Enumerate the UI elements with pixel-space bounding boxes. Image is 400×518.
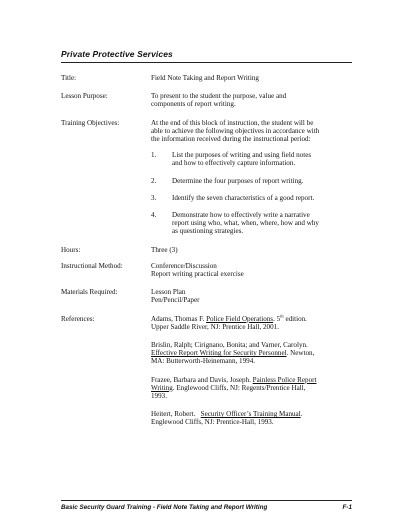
- reference-book-title: Police Field Operations: [206, 314, 274, 323]
- method-row: [61, 262, 352, 278]
- objective-line: Identify the seven characteristics of a good report.: [172, 193, 315, 202]
- references-row: [61, 315, 352, 427]
- materials-line: Pen/Pencil/Paper: [151, 296, 200, 305]
- objectives-row: [61, 119, 352, 236]
- method-line: Report writing practical exercise: [151, 270, 244, 279]
- objective-number: 2.: [151, 176, 157, 185]
- reference-item: [151, 376, 352, 401]
- reference-text: . Englewood Cliffs, NJ: Regents/Prentice Hall,: [172, 383, 306, 392]
- references-label: References:: [61, 314, 95, 323]
- reference-superscript: th: [280, 313, 284, 319]
- purpose-label: Lesson Purpose:: [61, 92, 108, 101]
- page-header-title: Private Protective Services: [61, 49, 173, 59]
- reference-text: .: [300, 410, 303, 419]
- objectives-intro-line: the information received during the instructional period:: [151, 135, 311, 144]
- footer-title: Basic Security Guard Training - Field Note Taking and Report Writing: [61, 504, 268, 511]
- objective-number: 4.: [151, 211, 157, 220]
- materials-label: Materials Required:: [61, 288, 118, 297]
- objective-number: 3.: [151, 193, 157, 202]
- reference-item: [151, 341, 352, 366]
- reference-text: edition.: [283, 314, 307, 323]
- objective-line: List the purposes of writing and using field notes: [172, 151, 312, 160]
- hours-value: Three (3): [151, 245, 178, 254]
- objectives-label: Training Objectives:: [61, 118, 120, 127]
- footer-rule: [61, 500, 352, 501]
- title-label: Title:: [61, 74, 77, 82]
- reference-line: MA: Butterworth-Heinemann, 1994.: [151, 357, 256, 366]
- page-number: F-1: [342, 504, 352, 511]
- reference-line: 1993.: [151, 392, 167, 401]
- hours-row: [61, 246, 352, 254]
- reference-text: . Newton,: [286, 349, 315, 358]
- objective-line: Determine the four purposes of report writing.: [172, 176, 304, 185]
- objective-item: [151, 194, 352, 202]
- objective-line: as questioning strategies.: [172, 227, 244, 236]
- reference-line: Englewood Cliffs, NJ: Prentice-Hall, 1993.: [151, 418, 274, 427]
- header-rule: [61, 62, 352, 63]
- method-line: Conference/Discussion: [151, 261, 217, 270]
- hours-label: Hours:: [61, 245, 81, 254]
- references-list: [151, 315, 352, 427]
- objective-line: Demonstrate how to effectively write a narrative: [172, 211, 310, 220]
- method-label: Instructional Method:: [61, 261, 123, 270]
- reference-line: Upper Saddle River, NJ: Prentice Hall, 2001.: [151, 322, 279, 331]
- purpose-value: [151, 92, 352, 108]
- objective-line: and how to effectively capture information.: [172, 159, 296, 168]
- purpose-row: [61, 92, 352, 108]
- objectives-intro-line: able to achieve the following objectives in accordance with: [151, 126, 320, 135]
- reference-book-title: Painless Police Report: [252, 375, 317, 384]
- reference-book-title: Effective Report Writing for Security Personnel: [151, 349, 287, 358]
- materials-line: Lesson Plan: [151, 288, 186, 297]
- objective-line: report using who, what, when, where, how and why: [172, 219, 319, 228]
- objectives-value: [151, 119, 352, 236]
- objectives-intro-line: At the end of this block of instruction, the student will be: [151, 118, 314, 127]
- reference-author: Frazee, Barbara and Davis, Joseph.: [151, 375, 253, 384]
- reference-item: [151, 315, 352, 331]
- materials-row: [61, 288, 352, 304]
- reference-book-title: Security Officer’s Training Manual: [200, 410, 301, 419]
- materials-value: [151, 288, 352, 304]
- reference-author: Heitert, Robert.: [151, 410, 201, 419]
- objective-number: 1.: [151, 151, 157, 160]
- reference-author: Adams, Thomas F.: [151, 314, 207, 323]
- reference-item: [151, 410, 352, 426]
- lesson-body: [61, 66, 352, 433]
- reference-text: . 5: [273, 314, 281, 323]
- title-row: [61, 74, 352, 82]
- purpose-line: components of report writing.: [151, 100, 236, 109]
- purpose-line: To present to the student the purpose, value and: [151, 92, 287, 101]
- title-value: Field Note Taking and Report Writing: [151, 74, 259, 82]
- reference-book-title: Writing: [151, 383, 173, 392]
- reference-line: Brislin, Ralph; Cirignano, Bonita; and Varner, Carolyn.: [151, 341, 308, 350]
- objective-item: [151, 151, 352, 167]
- objective-item: [151, 177, 352, 185]
- objective-item: [151, 211, 352, 236]
- method-value: [151, 262, 352, 278]
